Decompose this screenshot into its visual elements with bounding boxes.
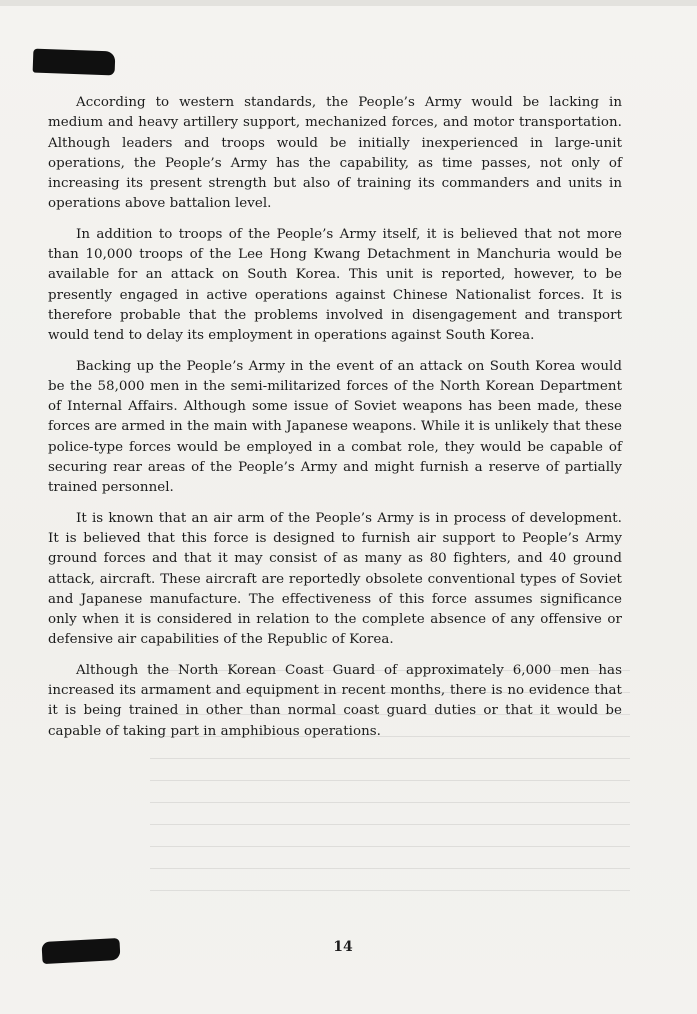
paragraph-1: According to western standards, the People’s Army would be lacking in medium and heavy artillery support, mechanized forces, and motor transportation. Although leaders and troops would be initially inexperienced in large-unit operations, the People’s Army has the capability, as time passes, not only of increasing its present strength but also of training its commanders and units in operations above battalion level. <box>48 95 622 212</box>
paragraph-3: Backing up the People’s Army in the event of an attack on South Korea would be the 58,000 men in the semi-militarized forces of the North Korean Department of Internal Affairs. Although some issue of Soviet weapons has been made, these forces are armed in the main with Japanese weapons. While it is unlikely that these police-type forces would be employed in a combat role, they would be capable of securing rear areas of the People’s Army and might furnish a reserve of partially trained personnel. <box>48 358 622 496</box>
page-top-edge <box>0 0 697 6</box>
redaction-mark-bottom <box>41 938 120 964</box>
page-number: 14 <box>333 939 353 955</box>
body-text <box>48 93 622 752</box>
paragraph-4: It is known that an air arm of the People’s Army is in process of development. It is believed that this force is designed to furnish air support to People’s Army ground forces and that it may consist of as many as 80 fighters, and 40 ground attack, aircraft. These aircraft are reportedly obsolete conventional types of Soviet and Japanese manufacture. The effectiveness of this force assumes significance only when it is considered in relation to the complete absence of any offensive or defensive air capabilities of the Republic of Korea. <box>48 510 622 648</box>
paragraph-2: In addition to troops of the People’s Army itself, it is believed that not more than 10,000 troops of the Lee Hong Kwang Detachment in Manchuria would be available for an attack on South Korea. This unit is reported, however, to be presently engaged in active operations against Chinese Nationalist forces. It is therefore probable that the problems involved in disengagement and transport would tend to delay its employment in operations against South Korea. <box>48 226 622 344</box>
redaction-mark-top <box>33 49 116 76</box>
paragraph-5: Although the North Korean Coast Guard of approximately 6,000 men has increased its armament and equipment in recent months, there is no evidence that it is being trained in other than normal coast guard duties or that it would be capable of taking part in amphibious operations. <box>48 662 622 739</box>
